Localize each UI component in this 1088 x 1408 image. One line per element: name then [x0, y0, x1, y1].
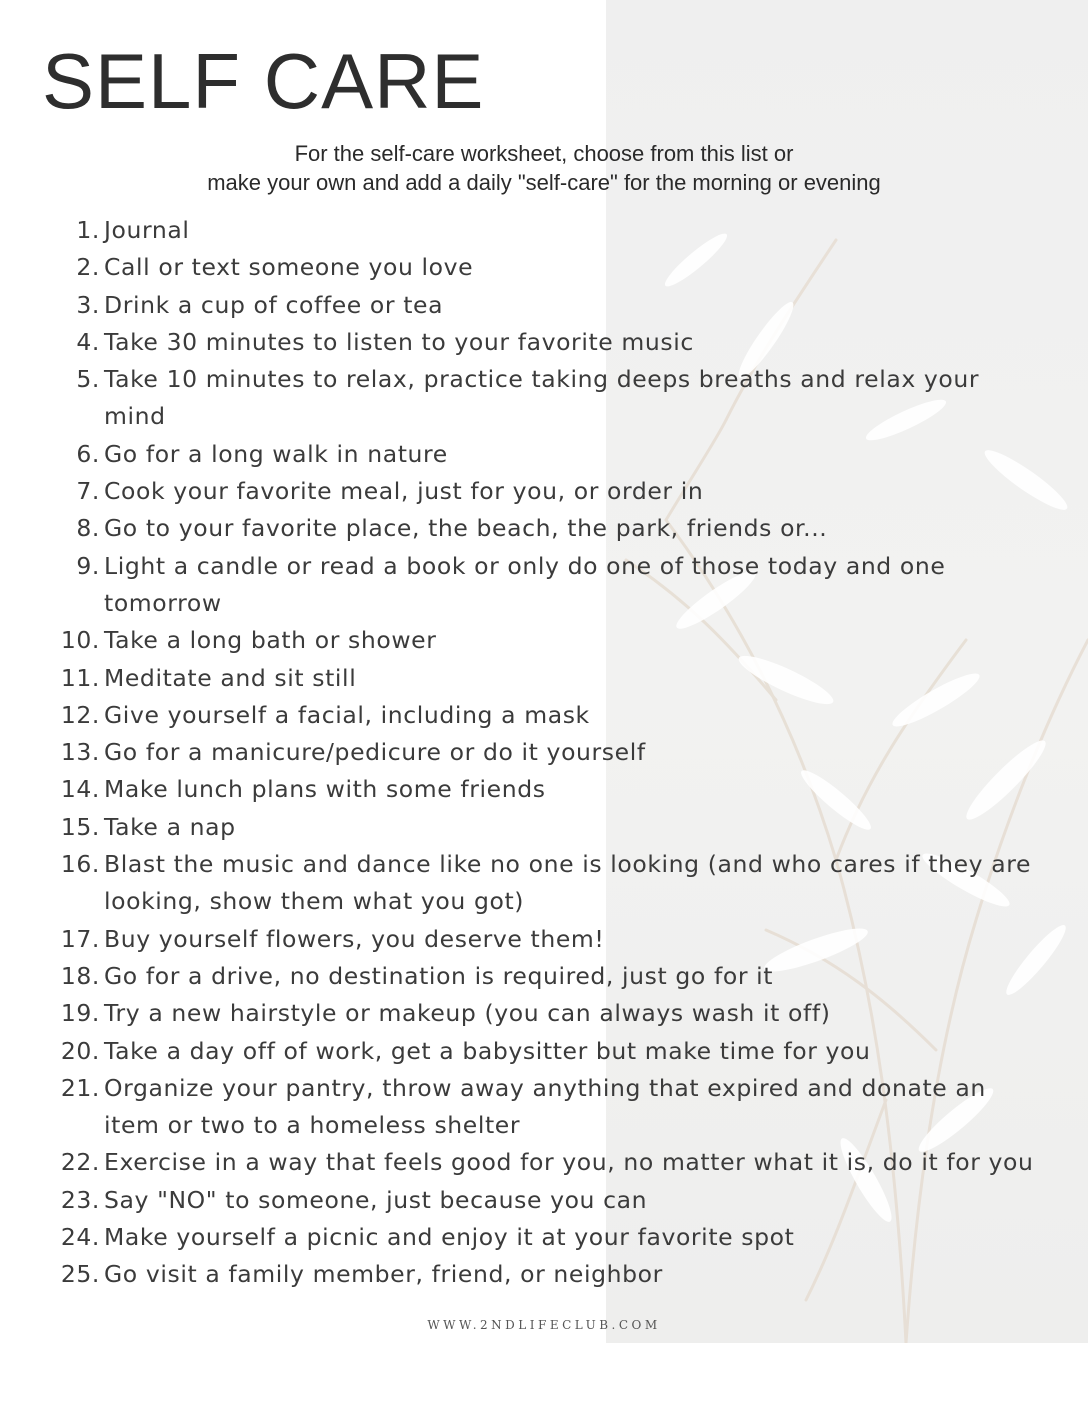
subtitle-line-1: For the self-care worksheet, choose from this list or	[294, 141, 794, 166]
list-item	[0, 287, 1040, 324]
list-item	[0, 660, 1040, 697]
self-care-list	[0, 212, 1040, 1294]
list-item	[0, 958, 1040, 995]
list-item-number: 17.	[60, 924, 100, 953]
list-item-number: 20.	[60, 1036, 100, 1065]
list-item-text: Try a new hairstyle or makeup (you can always wash it off)	[104, 999, 831, 1028]
list-item	[0, 1070, 1040, 1145]
list-item-text: Say "NO" to someone, just because you can	[104, 1185, 648, 1214]
list-item-text: Make yourself a picnic and enjoy it at your favorite spot	[104, 1223, 795, 1252]
list-item	[0, 473, 1040, 510]
list-item-text: Call or text someone you love	[104, 253, 474, 282]
list-item-number: 9.	[76, 551, 100, 580]
list-item	[0, 1256, 1040, 1293]
list-item	[0, 622, 1040, 659]
list-item-number: 21.	[60, 1073, 100, 1102]
list-item-text: Go to your favorite place, the beach, the park, friends or...	[104, 514, 828, 543]
list-item	[0, 995, 1040, 1032]
list-item-number: 16.	[60, 850, 100, 879]
list-item-text: Organize your pantry, throw away anything that expired and donate an item or two to a homeless shelter	[104, 1073, 986, 1140]
list-item	[0, 361, 1040, 436]
list-item	[0, 809, 1040, 846]
list-item-number: 18.	[60, 961, 100, 990]
list-item-number: 25.	[60, 1260, 100, 1289]
list-item-text: Go for a drive, no destination is required, just go for it	[104, 961, 774, 990]
list-item-text: Drink a cup of coffee or tea	[104, 290, 444, 319]
list-item-text: Blast the music and dance like no one is looking (and who cares if they are looking, show them what you got)	[104, 850, 1032, 916]
list-item-text: Give yourself a facial, including a mask	[104, 700, 590, 729]
list-item	[0, 249, 1040, 286]
list-item	[0, 324, 1040, 361]
list-item	[0, 1219, 1040, 1256]
list-item	[0, 1144, 1040, 1181]
list-item	[0, 734, 1040, 771]
list-item	[0, 771, 1040, 808]
list-item-text: Exercise in a way that feels good for you, no matter what it is, do it for you	[104, 1148, 1034, 1177]
list-item-number: 15.	[60, 812, 100, 841]
list-item-number: 22.	[60, 1148, 100, 1177]
list-item	[0, 212, 1040, 249]
list-item-number: 12.	[60, 700, 100, 729]
list-item	[0, 548, 1040, 623]
list-item	[0, 921, 1040, 958]
list-item-text: Take 30 minutes to listen to your favorite music	[104, 327, 694, 356]
list-item-text: Take a nap	[104, 812, 236, 841]
list-item	[0, 510, 1040, 547]
list-item-number: 7.	[76, 477, 100, 506]
page-title: SELF CARE	[42, 37, 485, 125]
list-item-text: Go for a manicure/pedicure or do it yourself	[104, 738, 646, 767]
list-item-number: 1.	[76, 216, 100, 244]
list-item-text: Go for a long walk in nature	[104, 439, 448, 468]
list-item-text: Go visit a family member, friend, or neighbor	[104, 1260, 663, 1289]
list-item-number: 24.	[60, 1223, 100, 1252]
list-item	[0, 1182, 1040, 1219]
list-item-number: 6.	[76, 439, 100, 468]
list-item-number: 11.	[60, 663, 100, 692]
list-item-text: Journal	[104, 216, 190, 244]
list-item-number: 10.	[60, 626, 100, 655]
list-item	[0, 846, 1040, 921]
list-item	[0, 436, 1040, 473]
list-item-text: Meditate and sit still	[104, 663, 357, 692]
subtitle-line-2: make your own and add a daily "self-care" for the morning or evening	[207, 170, 881, 195]
website-footer: WWW.2NDLIFECLUB.COM	[427, 1318, 661, 1332]
list-item-text: Take a long bath or shower	[104, 626, 437, 655]
list-item-text: Take 10 minutes to relax, practice taking deeps breaths and relax your mind	[104, 365, 980, 431]
list-item-number: 4.	[76, 327, 100, 356]
list-item	[0, 697, 1040, 734]
list-item-number: 2.	[76, 253, 100, 282]
list-item-text: Take a day off of work, get a babysitter but make time for you	[104, 1036, 871, 1065]
subtitle-instructions	[0, 139, 1088, 197]
list-item	[0, 1033, 1040, 1070]
list-item-number: 13.	[60, 738, 100, 767]
list-item-number: 14.	[60, 775, 100, 804]
list-item-text: Light a candle or read a book or only do one of those today and one tomorrow	[104, 551, 946, 617]
list-item-number: 8.	[76, 514, 100, 543]
list-item-text: Make lunch plans with some friends	[104, 775, 546, 804]
list-item-text: Cook your favorite meal, just for you, or order in	[104, 477, 704, 506]
list-item-number: 5.	[76, 365, 100, 394]
list-item-number: 19.	[60, 999, 100, 1028]
list-item-number: 23.	[60, 1185, 100, 1214]
list-item-text: Buy yourself flowers, you deserve them!	[104, 924, 605, 953]
list-item-number: 3.	[76, 290, 100, 319]
